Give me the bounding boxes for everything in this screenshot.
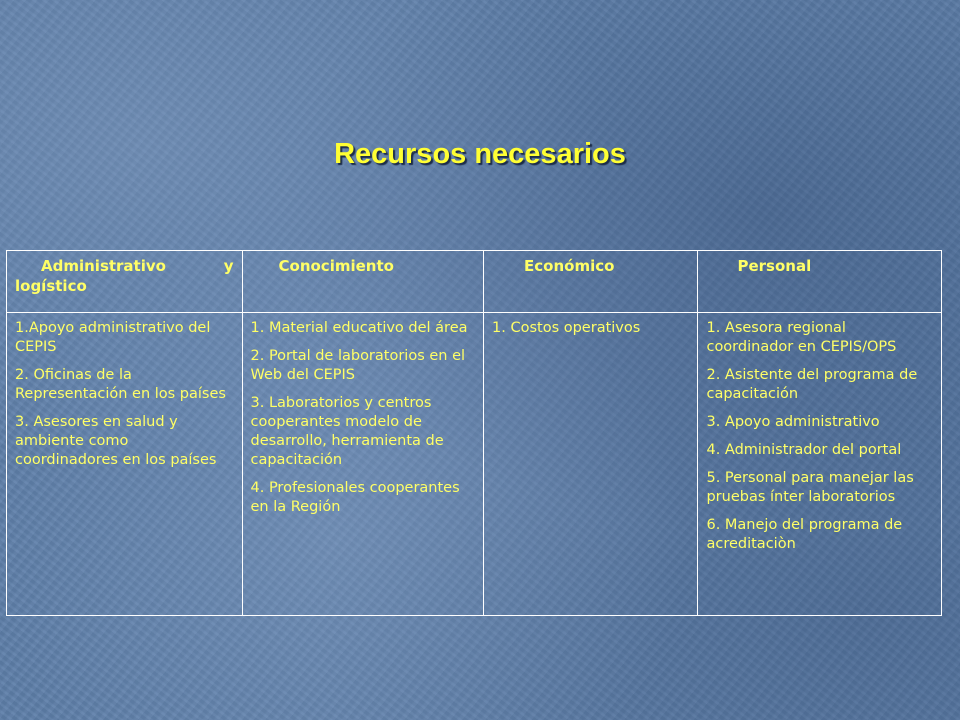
header-economico [484, 251, 698, 313]
header-administrativo-label: Administrativo [41, 257, 166, 275]
header-personal-label: Personal [737, 257, 812, 275]
header-administrativo-conjunction: y [223, 257, 234, 275]
cell-conocimiento [242, 313, 484, 616]
cell-administrativo [7, 313, 243, 616]
header-personal [698, 251, 942, 313]
cell-personal [698, 313, 942, 616]
slide-title: Recursos necesarios [334, 138, 626, 170]
header-economico-label: Económico [524, 257, 615, 275]
list-item: 2. Oficinas de la Representación en los países [15, 367, 226, 402]
table-header-row [7, 251, 942, 313]
header-conocimiento-label: Conocimiento [278, 257, 394, 275]
list-item: 4. Administrador del portal [706, 442, 902, 458]
list-item: 1. Material educativo del área [250, 320, 468, 336]
resources-table [6, 250, 942, 616]
list-item: 3. Asesores en salud y ambiente como coordinadores en los países [15, 414, 217, 468]
table-row [7, 313, 942, 616]
list-item: 2. Asistente del programa de capacitación [706, 367, 918, 402]
list-item: 5. Personal para manejar las pruebas ínter laboratorios [706, 470, 914, 505]
list-item: 4. Profesionales cooperantes en la Región [250, 480, 460, 515]
header-administrativo-label-2: logístico [15, 277, 87, 295]
header-administrativo [7, 251, 243, 313]
list-item: 1. Asesora regional coordinador en CEPIS/OPS [706, 320, 897, 355]
list-item: 1. Costos operativos [492, 320, 641, 336]
list-item: 6. Manejo del programa de acreditaciòn [706, 517, 903, 552]
cell-economico [484, 313, 698, 616]
list-item: 3. Laboratorios y centros cooperantes modelo de desarrollo, herramienta de capacitación [250, 395, 444, 468]
list-item: 1.Apoyo administrativo del CEPIS [15, 320, 211, 355]
header-conocimiento [242, 251, 484, 313]
list-item: 3. Apoyo administrativo [706, 414, 880, 430]
list-item: 2. Portal de laboratorios en el Web del CEPIS [250, 348, 466, 383]
